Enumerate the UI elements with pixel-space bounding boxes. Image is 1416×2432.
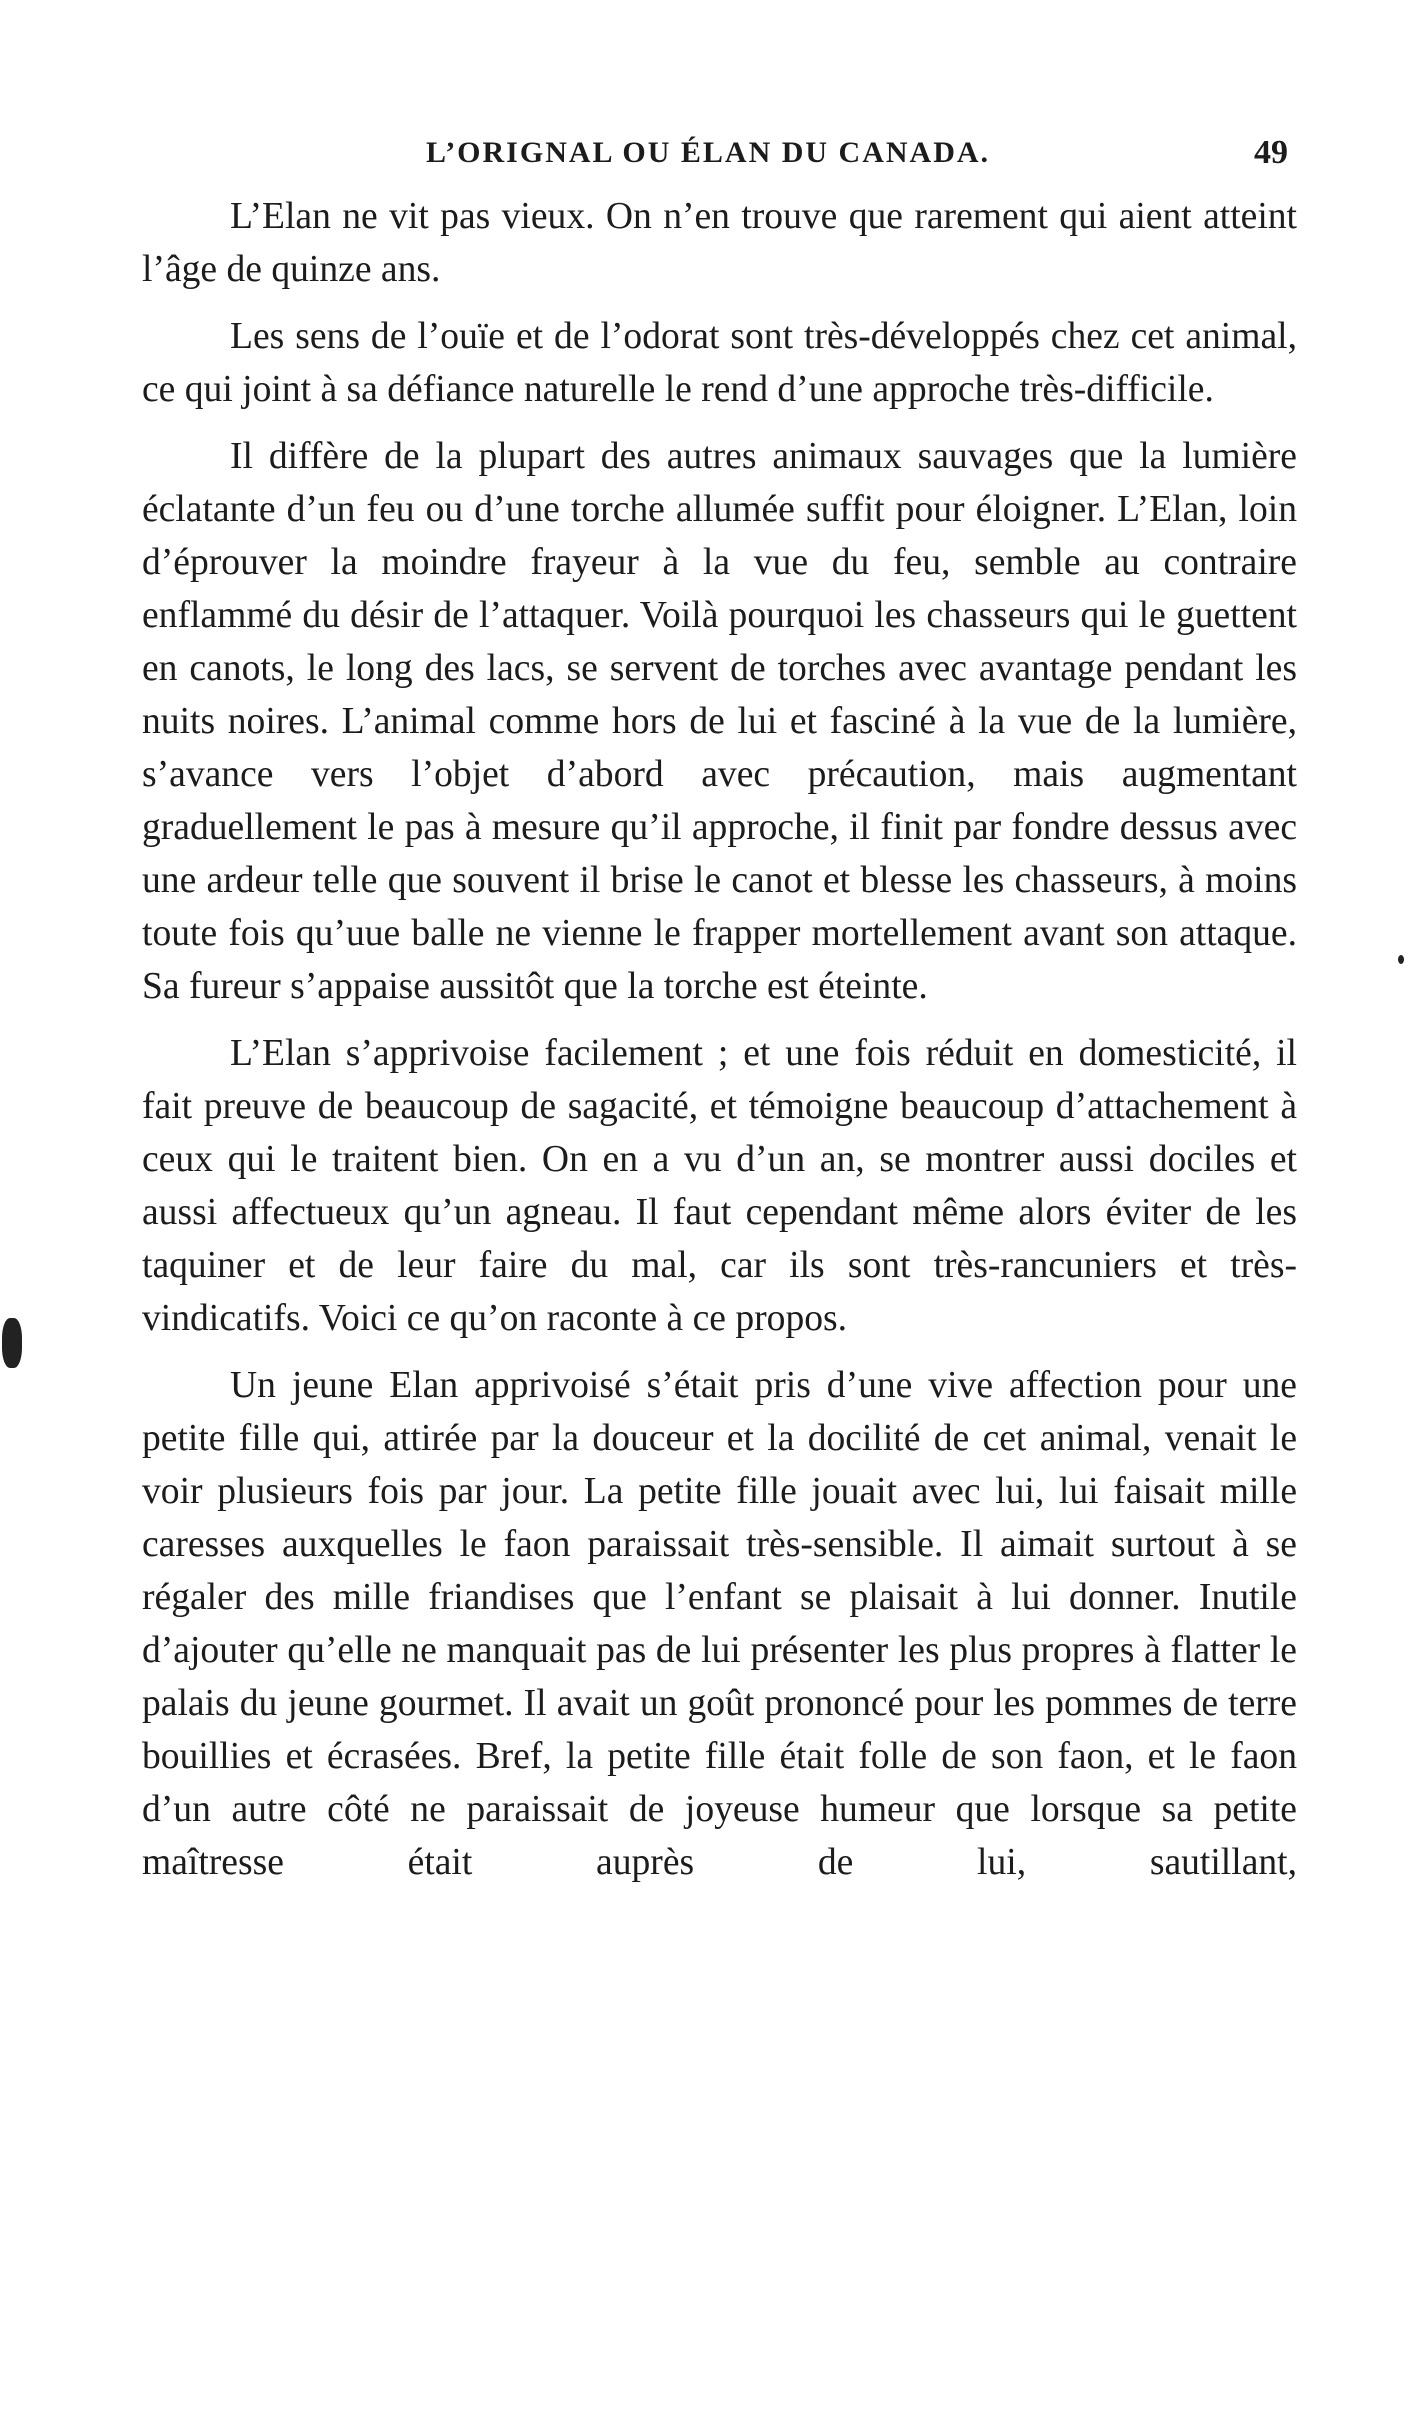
paragraph-3: Il diffère de la plupart des autres animaux sauvages que la lumière éclatante d’un feu ou d’une torche allumée suffit pour éloigner. L’Elan, loin d’éprouver la moindre frayeur à la vue du feu, semble au contraire enflammé du désir de l’attaquer. Voilà pourquoi les chasseurs qui le guettent en canots, le long des lacs, se servent de torches avec avantage pendant les nuits noires. L’animal comme hors de lui et fasciné à la vue de la lumière, s’avance vers l’objet d’abord avec précaution, mais augmentant graduellement le pas à mesure qu’il approche, il finit par fondre dessus avec une ardeur telle que souvent il brise le canot et blesse les chasseurs, à moins toute fois qu’uue balle ne vienne le frapper mortellement avant son attaque. Sa fureur s’appaise aussitôt que la torche est éteinte. <box>142 436 1297 1007</box>
paragraph-1: L’Elan ne vit pas vieux. On n’en trouve que rarement qui aient atteint l’âge de quinze ans. <box>142 196 1297 290</box>
body-text <box>142 190 1297 1889</box>
paragraph-2: Les sens de l’ouïe et de l’odorat sont très-développés chez cet animal, ce qui joint à sa défiance naturelle le rend d’une approche très-difficile. <box>142 316 1297 410</box>
running-title: L’ORIGNAL OU ÉLAN DU CANADA. <box>425 136 991 169</box>
paragraph-4: L’Elan s’apprivoise facilement ; et une fois réduit en domesticité, il fait preuve de beaucoup de sagacité, et témoigne beaucoup d’attachement à ceux qui le traitent bien. On en a vu d’un an, se montrer aussi dociles et aussi affectueux qu’un agneau. Il faut cependant même alors éviter de les taquiner et de leur faire du mal, car ils sont très-rancuniers et très-vindicatifs. Voici ce qu’on raconte à ce propos. <box>142 1033 1297 1339</box>
paragraph-5: Un jeune Elan apprivoisé s’était pris d’une vive affection pour une petite fille qui, attirée par la douceur et la docilité de cet animal, venait le voir plusieurs fois par jour. La petite fille jouait avec lui, lui faisait mille caresses auxquelles le faon paraissait très-sensible. Il aimait surtout à se régaler des mille friandises que l’enfant se plaisait à lui donner. Inutile d’ajouter qu’elle ne manquait pas de lui présenter les plus propres à flatter le palais du jeune gourmet. Il avait un goût prononcé pour les pommes de terre bouillies et écrasées. Bref, la petite fille était folle de son faon, et le faon d’un autre côté ne paraissait de joyeuse humeur que lorsque sa petite maîtresse était auprès de lui, sautillant, <box>142 1365 1297 1883</box>
margin-speck-right <box>1398 955 1404 964</box>
running-head <box>0 128 1416 178</box>
page-number: 49 <box>1254 134 1288 171</box>
margin-speck-left <box>2 1318 22 1368</box>
